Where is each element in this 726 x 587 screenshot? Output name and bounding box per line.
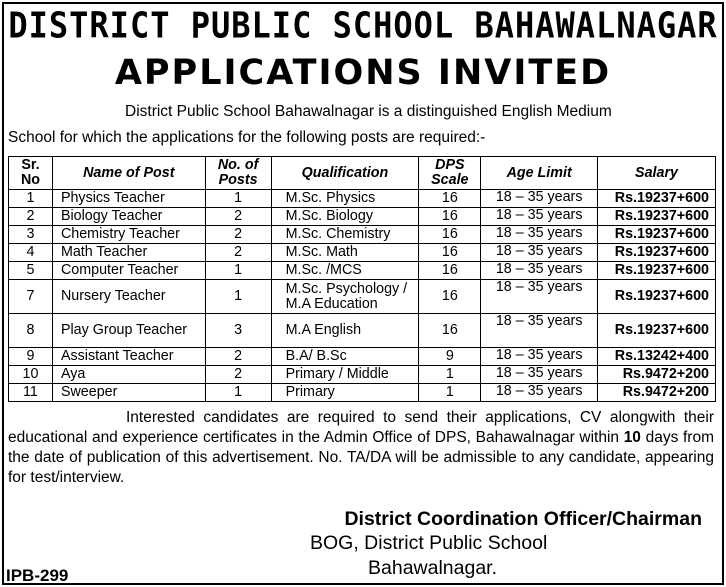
signature-org: BOG, District Public School xyxy=(310,532,548,554)
cell-salary: Rs.19237+600 xyxy=(598,190,716,208)
cell-qualification: M.Sc. Physics xyxy=(271,190,419,208)
cell-post: Aya xyxy=(52,366,205,384)
page-title: DISTRICT PUBLIC SCHOOL BAHAWALNAGAR xyxy=(8,3,718,47)
cell-count: 2 xyxy=(205,366,271,384)
cell-post: Math Teacher xyxy=(52,244,205,262)
header-sr: Sr. No xyxy=(9,157,53,190)
cell-salary: Rs.19237+600 xyxy=(598,262,716,280)
cell-qualification: M.A English xyxy=(271,314,419,348)
table-row xyxy=(9,348,716,366)
cell-age: 18 – 35 years xyxy=(481,190,598,208)
cell-sr: 5 xyxy=(9,262,53,280)
cell-qualification: M.Sc. Biology xyxy=(271,208,419,226)
cell-count: 2 xyxy=(205,226,271,244)
cell-post: Computer Teacher xyxy=(52,262,205,280)
table-row xyxy=(9,208,716,226)
cell-scale: 16 xyxy=(419,226,481,244)
table-row xyxy=(9,366,716,384)
cell-qualification: M.Sc. Math xyxy=(271,244,419,262)
table-row xyxy=(9,190,716,208)
cell-post: Assistant Teacher xyxy=(52,348,205,366)
page-subtitle: APPLICATIONS INVITED xyxy=(114,53,612,93)
header-qualification: Qualification xyxy=(271,157,419,190)
table-row xyxy=(9,280,716,314)
signature-city: Bahawalnagar. xyxy=(368,557,498,579)
cell-post: Play Group Teacher xyxy=(52,314,205,348)
cell-qualification: M.Sc. /MCS xyxy=(271,262,419,280)
cell-count: 1 xyxy=(205,384,271,402)
cell-sr: 2 xyxy=(9,208,53,226)
cell-age: 18 – 35 years xyxy=(481,226,598,244)
cell-sr: 8 xyxy=(9,314,53,348)
cell-salary: Rs.9472+200 xyxy=(598,366,716,384)
cell-sr: 7 xyxy=(9,280,53,314)
cell-salary: Rs.19237+600 xyxy=(598,244,716,262)
cell-post: Sweeper xyxy=(52,384,205,402)
cell-age: 18 – 35 years xyxy=(481,366,598,384)
table-row xyxy=(9,226,716,244)
cell-sr: 10 xyxy=(9,366,53,384)
cell-scale: 16 xyxy=(419,190,481,208)
cell-age: 18 – 35 years xyxy=(481,348,598,366)
cell-age: 18 – 35 years xyxy=(481,208,598,226)
intro-line-2: School for which the applications for the following posts are required:- xyxy=(8,129,486,146)
header-post: Name of Post xyxy=(52,157,205,190)
cell-post: Chemistry Teacher xyxy=(52,226,205,244)
cell-salary: Rs.13242+400 xyxy=(598,348,716,366)
cell-sr: 4 xyxy=(9,244,53,262)
cell-qualification: Primary xyxy=(271,384,419,402)
posts-table xyxy=(8,156,716,402)
cell-age: 18 – 35 years xyxy=(481,314,598,348)
table-row xyxy=(9,314,716,348)
header-salary: Salary xyxy=(598,157,716,190)
cell-salary: Rs.9472+200 xyxy=(598,384,716,402)
cell-age: 18 – 35 years xyxy=(481,244,598,262)
cell-post: Biology Teacher xyxy=(52,208,205,226)
cell-count: 1 xyxy=(205,262,271,280)
cell-salary: Rs.19237+600 xyxy=(598,314,716,348)
cell-scale: 1 xyxy=(419,384,481,402)
cell-salary: Rs.19237+600 xyxy=(598,208,716,226)
cell-scale: 9 xyxy=(419,348,481,366)
cell-post: Nursery Teacher xyxy=(52,280,205,314)
header-posts-count: No. of Posts xyxy=(205,157,271,190)
table-header-row xyxy=(9,157,716,190)
cell-salary: Rs.19237+600 xyxy=(598,280,716,314)
cell-count: 2 xyxy=(205,348,271,366)
signature-title: District Coordination Officer/Chairman xyxy=(344,508,702,530)
cell-count: 1 xyxy=(205,190,271,208)
cell-scale: 16 xyxy=(419,244,481,262)
ad-code: IPB-299 xyxy=(6,566,69,585)
cell-qualification: M.Sc. Psychology / M.A Education xyxy=(271,280,419,314)
cell-sr: 1 xyxy=(9,190,53,208)
cell-salary: Rs.19237+600 xyxy=(598,226,716,244)
cell-age: 18 – 35 years xyxy=(481,262,598,280)
cell-sr: 9 xyxy=(9,348,53,366)
cell-qualification: Primary / Middle xyxy=(271,366,419,384)
cell-qualification: B.A/ B.Sc xyxy=(271,348,419,366)
cell-scale: 16 xyxy=(419,262,481,280)
cell-post: Physics Teacher xyxy=(52,190,205,208)
table-row xyxy=(9,384,716,402)
header-scale: DPS Scale xyxy=(419,157,481,190)
cell-count: 3 xyxy=(205,314,271,348)
cell-count: 1 xyxy=(205,280,271,314)
cell-sr: 3 xyxy=(9,226,53,244)
instructions-paragraph: Interested candidates are required to send their applications, CV alongwith their educational and experience certificates in the Admin Office of DPS, Bahawalnagar within 10 days from the date of publication of this advertisement. No. TA/DA will be admissible to any candidate, appearing for test/interview. xyxy=(8,409,714,486)
cell-age: 18 – 35 years xyxy=(481,280,598,314)
cell-qualification: M.Sc. Chemistry xyxy=(271,226,419,244)
intro-line-1: District Public School Bahawalnagar is a distinguished English Medium xyxy=(125,103,612,120)
cell-count: 2 xyxy=(205,244,271,262)
cell-scale: 16 xyxy=(419,314,481,348)
header-age: Age Limit xyxy=(481,157,598,190)
cell-scale: 16 xyxy=(419,208,481,226)
cell-sr: 11 xyxy=(9,384,53,402)
deadline-days: 10 xyxy=(623,429,641,446)
cell-scale: 16 xyxy=(419,280,481,314)
table-row xyxy=(9,244,716,262)
cell-age: 18 – 35 years xyxy=(481,384,598,402)
cell-scale: 1 xyxy=(419,366,481,384)
table-row xyxy=(9,262,716,280)
cell-count: 2 xyxy=(205,208,271,226)
